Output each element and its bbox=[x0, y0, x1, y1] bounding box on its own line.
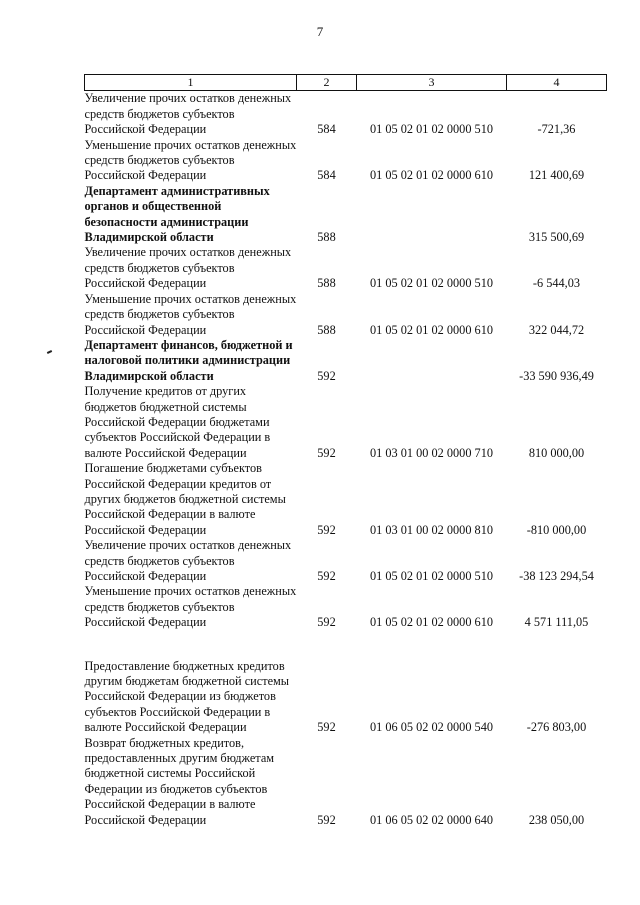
row-name-cell: Увеличение прочих остатков денежных средств бюджетов субъектов Российской Федерации bbox=[84, 538, 292, 583]
row-name-cell: Уменьшение прочих остатков денежных средств бюджетов субъектов Российской Федерации bbox=[84, 584, 297, 630]
page-number: 7 bbox=[316, 24, 324, 39]
row-kbk-cell: 01 06 05 02 02 0000 540 bbox=[370, 720, 493, 735]
table-row bbox=[85, 91, 607, 138]
row-code-cell: 592 bbox=[317, 368, 336, 383]
table-row bbox=[85, 584, 607, 630]
table-row bbox=[85, 538, 607, 584]
spacer-row bbox=[85, 631, 607, 659]
row-name-cell: Уменьшение прочих остатков денежных средств бюджетов субъектов Российской Федерации bbox=[84, 137, 297, 183]
row-kbk-cell: 01 05 02 01 02 0000 610 bbox=[370, 322, 493, 337]
row-code-cell: 592 bbox=[317, 615, 336, 630]
table-row bbox=[85, 338, 607, 384]
row-name-cell: Уменьшение прочих остатков денежных средств бюджетов субъектов Российской Федерации bbox=[84, 291, 297, 337]
row-code-cell: 592 bbox=[317, 812, 336, 827]
row-kbk-cell: 01 03 01 00 02 0000 710 bbox=[370, 445, 493, 460]
row-kbk-cell bbox=[357, 338, 507, 384]
row-name-cell: Увеличение прочих остатков денежных средств бюджетов субъектов Российской Федерации bbox=[84, 245, 292, 291]
row-code-cell: 588 bbox=[317, 276, 336, 291]
row-amount-cell: 121 400,69 bbox=[528, 168, 585, 183]
column-header-4: 4 bbox=[507, 75, 607, 91]
row-amount-cell: -6 544,03 bbox=[532, 276, 581, 291]
row-kbk-cell: 01 05 02 01 02 0000 510 bbox=[370, 276, 493, 291]
row-code-cell: 588 bbox=[317, 322, 336, 337]
header-row bbox=[85, 75, 607, 91]
row-code-cell: 584 bbox=[317, 168, 336, 183]
row-name-cell: Получение кредитов от других бюджетов бюджетной системы Российской Федерации бюджетами субъектов Российской Федерации в валюте Российской Федерации bbox=[84, 384, 271, 460]
row-kbk-cell bbox=[357, 184, 507, 246]
row-name-cell: Погашение бюджетами субъектов Российской Федерации кредитов от других бюджетов бюджетной системы Российской Федерации в валюте Российской Федерации bbox=[84, 461, 286, 537]
row-kbk-cell: 01 05 02 01 02 0000 610 bbox=[370, 168, 493, 183]
row-kbk-cell: 01 06 05 02 02 0000 640 bbox=[370, 812, 493, 827]
table-row bbox=[85, 659, 607, 736]
row-amount-cell: -810 000,00 bbox=[526, 522, 587, 537]
table-row bbox=[85, 138, 607, 184]
row-amount-cell: -38 123 294,54 bbox=[519, 569, 594, 583]
table-row bbox=[85, 736, 607, 828]
row-code-cell: 592 bbox=[317, 445, 336, 460]
sources-table bbox=[84, 74, 607, 828]
row-name-cell: Департамент административных органов и общественной безопасности администрации Владимирской области bbox=[84, 183, 270, 245]
row-amount-cell: -721,36 bbox=[537, 122, 576, 137]
table-row bbox=[85, 292, 607, 338]
table-body bbox=[85, 91, 607, 828]
row-amount-cell: 315 500,69 bbox=[528, 230, 585, 245]
row-kbk-cell: 01 03 01 00 02 0000 810 bbox=[370, 522, 493, 537]
row-amount-cell: 4 571 111,05 bbox=[524, 615, 589, 630]
column-header-1: 1 bbox=[85, 75, 297, 91]
row-name-cell: Предоставление бюджетных кредитов другим бюджетам бюджетной системы Российской Федерации из бюджетов субъектов Российской Федерации в валюте Российской Федерации bbox=[84, 658, 290, 735]
row-name-cell: Возврат бюджетных кредитов, предоставленных другим бюджетам бюджетной системы Российской Федерации из бюджетов субъектов Российской Федерации в валюте Российской Федерации bbox=[84, 735, 275, 827]
table-row bbox=[85, 461, 607, 538]
column-header-2: 2 bbox=[297, 75, 357, 91]
table-row bbox=[85, 245, 607, 291]
column-header-3: 3 bbox=[357, 75, 507, 91]
row-kbk-cell: 01 05 02 01 02 0000 510 bbox=[370, 122, 493, 137]
row-code-cell: 592 bbox=[317, 522, 336, 537]
row-kbk-cell: 01 05 02 01 02 0000 610 bbox=[370, 615, 493, 630]
row-amount-cell: -33 590 936,49 bbox=[519, 368, 594, 383]
row-amount-cell: -276 803,00 bbox=[526, 720, 587, 735]
row-name-cell: Департамент финансов, бюджетной и налоговой политики администрации Владимирской области bbox=[84, 337, 293, 383]
row-code-cell: 584 bbox=[317, 122, 336, 137]
table-row bbox=[85, 184, 607, 246]
table-row bbox=[85, 384, 607, 461]
row-amount-cell: 810 000,00 bbox=[528, 445, 585, 460]
stray-mark bbox=[47, 350, 52, 354]
row-code-cell: 592 bbox=[317, 720, 336, 735]
row-amount-cell: 238 050,00 bbox=[528, 812, 585, 827]
row-amount-cell: 322 044,72 bbox=[528, 322, 585, 337]
row-kbk-cell: 01 05 02 01 02 0000 510 bbox=[370, 569, 493, 583]
row-code-cell: 588 bbox=[317, 230, 336, 245]
row-code-cell: 592 bbox=[317, 569, 336, 583]
row-name-cell: Увеличение прочих остатков денежных средств бюджетов субъектов Российской Федерации bbox=[84, 91, 292, 137]
